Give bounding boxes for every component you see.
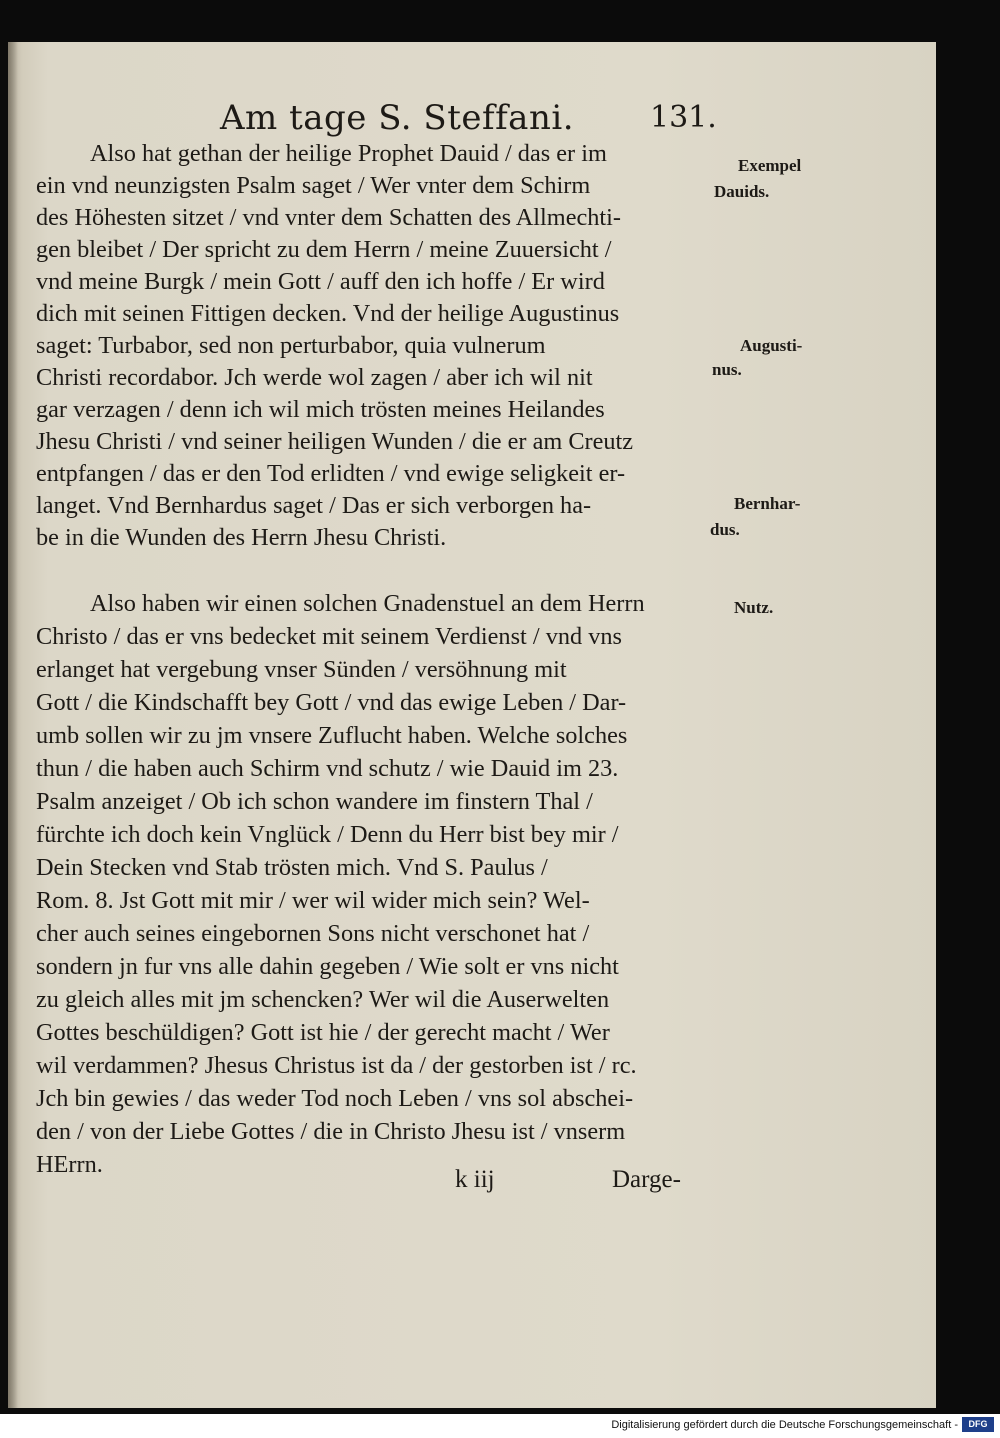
digitization-credit: Digitalisierung gefördert durch die Deutsche Forschungsgemeinschaft - xyxy=(611,1419,958,1431)
margin-note-augustinus-2: nus. xyxy=(712,360,742,379)
margin-note-dauids: Dauids. xyxy=(714,182,770,201)
text-line: Also haben wir einen solchen Gnadenstuel an dem Herrn xyxy=(90,590,645,617)
margin-note-bernhardus-2: dus. xyxy=(710,520,740,539)
text-line: saget: Turbabor, sed non perturbabor, quia vulnerum xyxy=(36,332,546,359)
text-line: fürchte ich doch kein Vnglück / Denn du Herr bist bey mir / xyxy=(36,821,619,848)
text-line: des Höhesten sitzet / vnd vnter dem Schatten des Allmechti- xyxy=(36,204,622,231)
signature-mark: k iij xyxy=(455,1166,495,1193)
text-line: ein vnd neunzigsten Psalm saget / Wer vnter dem Schirm xyxy=(36,172,591,199)
margin-note-exempel: Exempel xyxy=(738,156,802,175)
text-line: HErrn. xyxy=(36,1151,103,1178)
catchword: Darge- xyxy=(612,1166,681,1193)
text-line: Dein Stecken vnd Stab trösten mich. Vnd S. Paulus / xyxy=(36,854,548,881)
margin-note-bernhardus: Bernhar- xyxy=(734,494,801,513)
text-line: dich mit seinen Fittigen decken. Vnd der heilige Augustinus xyxy=(36,300,620,327)
text-line: Jch bin gewies / das weder Tod noch Leben / vns sol abschei- xyxy=(36,1085,634,1112)
text-line: sondern jn fur vns alle dahin gegeben / Wie solt er vns nicht xyxy=(36,953,619,980)
text-line: gen bleibet / Der spricht zu dem Herrn / meine Zuuersicht / xyxy=(36,236,612,263)
text-line: Jhesu Christi / vnd seiner heiligen Wunden / die er am Creutz xyxy=(36,428,634,455)
text-line: Christi recordabor. Jch werde wol zagen / aber ich wil nit xyxy=(36,364,593,391)
margin-note-augustinus: Augusti- xyxy=(740,336,803,355)
text-line: langet. Vnd Bernhardus saget / Das er sich verborgen ha- xyxy=(36,492,592,519)
text-line: be in die Wunden des Herrn Jhesu Christi. xyxy=(36,524,447,551)
text-line: Christo / das er vns bedecket mit seinem Verdienst / vnd vns xyxy=(36,623,622,650)
text-line: zu gleich alles mit jm schencken? Wer wil die Auserwelten xyxy=(36,986,610,1013)
text-line: gar verzagen / denn ich wil mich trösten meines Heilandes xyxy=(36,396,605,423)
text-line: Psalm anzeiget / Ob ich schon wandere im finstern Thal / xyxy=(36,788,593,815)
text-line: entpfangen / das er den Tod erlidten / vnd ewige seligkeit er- xyxy=(36,460,626,487)
text-line: Rom. 8. Jst Gott mit mir / wer wil wider mich sein? Wel- xyxy=(36,887,590,914)
text-line: den / von der Liebe Gottes / die in Christo Jhesu ist / vnserm xyxy=(36,1118,626,1145)
text-line: Also hat gethan der heilige Prophet Dauid / das er im xyxy=(90,140,607,167)
text-line: thun / die haben auch Schirm vnd schutz / wie Dauid im 23. xyxy=(36,755,619,782)
margin-note-nutz: Nutz. xyxy=(734,598,774,617)
dfg-logo: DFG xyxy=(962,1417,994,1432)
gutter-shadow xyxy=(8,42,18,1408)
text-line: wil verdammen? Jhesus Christus ist da / der gestorben ist / rc. xyxy=(36,1052,637,1079)
text-line: vnd meine Burgk / mein Gott / auff den ich hoffe / Er wird xyxy=(36,268,605,295)
text-line: Gottes beschüldigen? Gott ist hie / der gerecht macht / Wer xyxy=(36,1019,610,1046)
text-line: erlanget hat vergebung vnser Sünden / versöhnung mit xyxy=(36,656,567,683)
text-line: cher auch seines eingebornen Sons nicht verschonet hat / xyxy=(36,920,590,947)
text-line: umb sollen wir zu jm vnsere Zuflucht haben. Welche solches xyxy=(36,722,628,749)
text-line: Gott / die Kindschafft bey Gott / vnd das ewige Leben / Dar- xyxy=(36,689,627,716)
page-number: 131. xyxy=(650,100,717,135)
running-title: Am tage S. Steffani. xyxy=(220,98,575,138)
